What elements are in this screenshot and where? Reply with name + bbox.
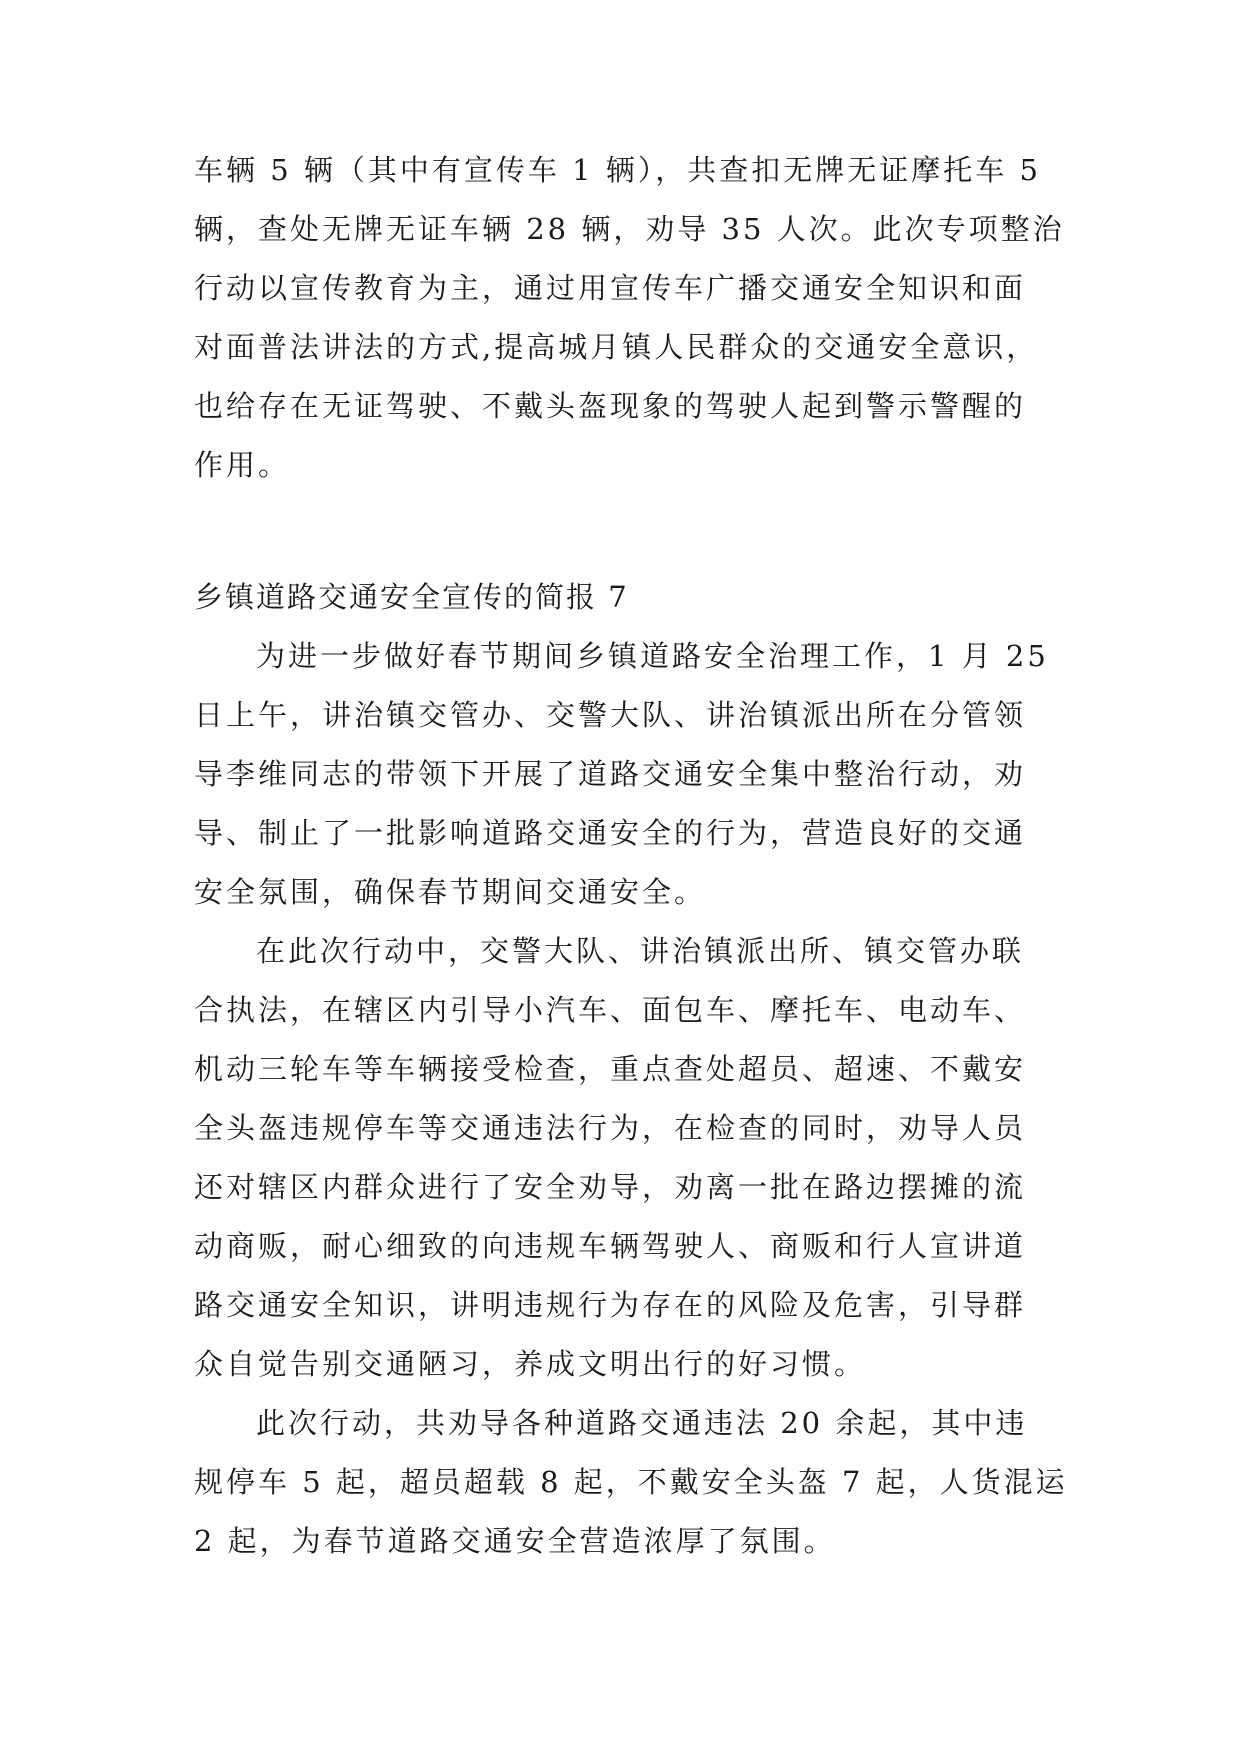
text-line: 还对辖区内群众进行了安全劝导，劝离一批在路边摆摊的流	[194, 1170, 1027, 1204]
text-line: 众自觉告别交通陋习，养成文明出行的好习惯。	[194, 1347, 867, 1381]
text-line: 2 起，为春节道路交通安全营造浓厚了氛围。	[194, 1524, 836, 1558]
text-line: 车辆 5 辆（其中有宣传车 1 辆），共查扣无牌无证摩托车 5	[194, 153, 1041, 187]
text-line: 也给存在无证驾驶、不戴头盔现象的驾驶人起到警示警醒的	[194, 389, 1027, 423]
text-line: 动商贩，耐心细致的向违规车辆驾驶人、商贩和行人宣讲道	[194, 1229, 1027, 1263]
text-line: 安全氛围，确保春节期间交通安全。	[194, 875, 707, 909]
text-line: 作用。	[194, 448, 291, 482]
text-line: 路交通安全知识，讲明违规行为存在的风险及危害，引导群	[194, 1288, 1027, 1322]
section-title: 乡镇道路交通安全宣传的简报 7	[194, 580, 629, 614]
text-line: 为进一步做好春节期间乡镇道路安全治理工作，1 月 25	[256, 639, 1049, 673]
text-line: 全头盔违规停车等交通违法行为，在检查的同时，劝导人员	[194, 1111, 1027, 1145]
text-line: 在此次行动中，交警大队、讲治镇派出所、镇交管办联	[256, 934, 1025, 968]
text-line: 对面普法讲法的方式,提高城月镇人民群众的交通安全意识，	[194, 330, 1039, 364]
text-line: 日上午，讲治镇交管办、交警大队、讲治镇派出所在分管领	[194, 698, 1027, 732]
text-line: 导李维同志的带领下开展了道路交通安全集中整治行动，劝	[194, 757, 1027, 791]
text-line: 行动以宣传教育为主，通过用宣传车广播交通安全知识和面	[194, 271, 1027, 305]
text-line: 合执法，在辖区内引导小汽车、面包车、摩托车、电动车、	[194, 993, 1027, 1027]
text-line: 此次行动，共劝导各种道路交通违法 20 余起，其中违	[256, 1406, 1028, 1440]
text-line: 机动三轮车等车辆接受检查，重点查处超员、超速、不戴安	[194, 1052, 1027, 1086]
text-line: 规停车 5 起，超员超载 8 起，不戴安全头盔 7 起，人货混运	[194, 1465, 1068, 1499]
text-line: 辆，查处无牌无证车辆 28 辆，劝导 35 人次。此次专项整治	[194, 212, 1065, 246]
text-line: 导、制止了一批影响道路交通安全的行为，营造良好的交通	[194, 816, 1027, 850]
